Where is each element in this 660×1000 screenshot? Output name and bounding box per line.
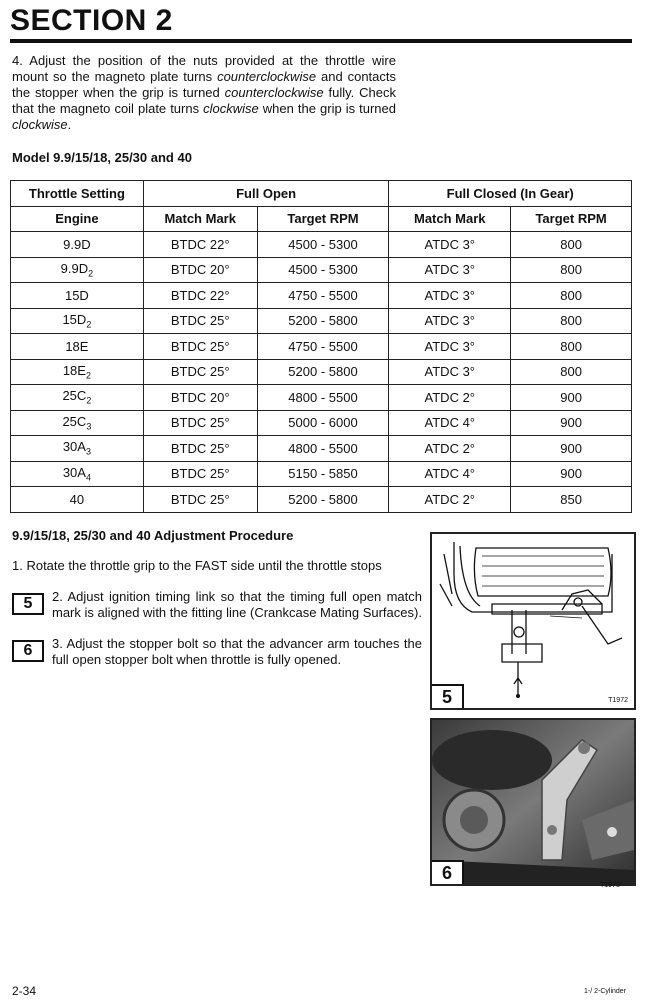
- intro-emphasis: clockwise: [12, 117, 68, 132]
- cell-open-target-rpm: 4750 - 5500: [257, 334, 389, 360]
- cell-closed-target-rpm: 900: [511, 461, 632, 487]
- cell-closed-target-rpm: 900: [511, 436, 632, 462]
- cell-open-match-mark: BTDC 20°: [143, 385, 257, 411]
- intro-text: and contacts the stopper when the grip is turned: [12, 69, 396, 100]
- cell-closed-match-mark: ATDC 3°: [389, 359, 511, 385]
- step-1-text: 1. Rotate the throttle grip to the FAST side until the throttle stops: [12, 558, 382, 573]
- cell-open-target-rpm: 5200 - 5800: [257, 359, 389, 385]
- table-row: [11, 283, 632, 309]
- table-row: [11, 334, 632, 360]
- procedure-heading: 9.9/15/18, 25/30 and 40 Adjustment Procedure: [12, 528, 294, 543]
- intro-text: 4. Adjust the position of the nuts provided at the throttle wire mount so the magneto plate turns: [12, 53, 396, 84]
- cell-open-target-rpm: 4800 - 5500: [257, 436, 389, 462]
- section-title: SECTION 2: [10, 4, 173, 37]
- cell-open-target-rpm: 4500 - 5300: [257, 257, 389, 283]
- cell-closed-match-mark: ATDC 2°: [389, 436, 511, 462]
- header-closed-match-mark: Match Mark: [389, 206, 511, 232]
- cell-open-match-mark: BTDC 25°: [143, 359, 257, 385]
- cell-closed-target-rpm: 800: [511, 308, 632, 334]
- header-full-closed: Full Closed (In Gear): [389, 181, 632, 207]
- header-throttle-setting: Throttle Setting: [11, 181, 144, 207]
- header-closed-target-rpm: Target RPM: [511, 206, 632, 232]
- step-3-text: 3. Adjust the stopper bolt so that the advancer arm touches the full open stopper bolt when throttle is fully opened.: [52, 636, 422, 667]
- figure-5-drawing: [432, 534, 634, 708]
- figure-6: [430, 718, 636, 886]
- table-row: [11, 436, 632, 462]
- header-open-target-rpm: Target RPM: [257, 206, 389, 232]
- cell-closed-target-rpm: 800: [511, 359, 632, 385]
- table-row: [11, 308, 632, 334]
- header-full-open: Full Open: [143, 181, 389, 207]
- cell-closed-match-mark: ATDC 3°: [389, 257, 511, 283]
- page-number: 2-34: [12, 984, 37, 998]
- intro-paragraph: [12, 53, 396, 133]
- step-2-figure-ref: 5: [12, 593, 44, 615]
- cell-open-match-mark: BTDC 25°: [143, 308, 257, 334]
- cell-closed-match-mark: ATDC 4°: [389, 461, 511, 487]
- intro-text: when the grip is turned: [258, 101, 396, 116]
- table-row: [11, 487, 632, 513]
- cell-open-match-mark: BTDC 25°: [143, 334, 257, 360]
- footer-label: 1-/ 2-Cylinder: [584, 988, 627, 995]
- table-row: [11, 232, 632, 258]
- cell-open-target-rpm: 5200 - 5800: [257, 308, 389, 334]
- cell-closed-match-mark: ATDC 2°: [389, 385, 511, 411]
- cell-open-match-mark: BTDC 20°: [143, 257, 257, 283]
- cell-closed-match-mark: ATDC 4°: [389, 410, 511, 436]
- cell-open-target-rpm: 4800 - 5500: [257, 385, 389, 411]
- table-group-header-row: [11, 181, 632, 207]
- cell-closed-target-rpm: 900: [511, 385, 632, 411]
- cell-closed-match-mark: ATDC 2°: [389, 487, 511, 513]
- spec-table: [10, 180, 632, 513]
- cell-open-match-mark: BTDC 25°: [143, 410, 257, 436]
- figure-5-code: T1972: [608, 697, 628, 704]
- cell-engine: 15D: [11, 283, 144, 309]
- figure-5-number: 5: [432, 684, 464, 708]
- section-rule: [10, 39, 632, 43]
- cell-open-target-rpm: 5000 - 6000: [257, 410, 389, 436]
- figure-6-code: T1973: [600, 882, 620, 889]
- cell-closed-match-mark: ATDC 3°: [389, 232, 511, 258]
- cell-closed-match-mark: ATDC 3°: [389, 334, 511, 360]
- cell-open-target-rpm: 5200 - 5800: [257, 487, 389, 513]
- cell-closed-match-mark: ATDC 3°: [389, 308, 511, 334]
- cell-closed-target-rpm: 900: [511, 410, 632, 436]
- cell-engine: $9.9D_2$: [11, 257, 144, 283]
- cell-open-match-mark: BTDC 25°: [143, 461, 257, 487]
- cell-open-match-mark: BTDC 25°: [143, 487, 257, 513]
- intro-text: .: [67, 117, 72, 132]
- table-row: [11, 410, 632, 436]
- cell-engine: $30A_3$: [11, 436, 144, 462]
- cell-open-target-rpm: 4750 - 5500: [257, 283, 389, 309]
- step-2-text: 2. Adjust ignition timing link so that the timing full open match mark is aligned with the fitting line (Crankcase Mating Surfaces).: [52, 589, 422, 620]
- cell-open-target-rpm: 4500 - 5300: [257, 232, 389, 258]
- table-row: [11, 359, 632, 385]
- table-column-header-row: [11, 206, 632, 232]
- table-row: [11, 385, 632, 411]
- table-row: [11, 461, 632, 487]
- table-row: [11, 257, 632, 283]
- header-engine: Engine: [11, 206, 144, 232]
- cell-engine: $30A_4$: [11, 461, 144, 487]
- cell-closed-target-rpm: 800: [511, 283, 632, 309]
- cell-closed-match-mark: ATDC 3°: [389, 283, 511, 309]
- figure-5: [430, 532, 636, 710]
- cell-engine: $25C_2$: [11, 385, 144, 411]
- cell-open-match-mark: BTDC 25°: [143, 436, 257, 462]
- cell-open-match-mark: BTDC 22°: [143, 232, 257, 258]
- cell-closed-target-rpm: 850: [511, 487, 632, 513]
- cell-engine: 18E: [11, 334, 144, 360]
- intro-emphasis: counterclockwise: [217, 69, 317, 84]
- cell-engine: $15D_2$: [11, 308, 144, 334]
- intro-text: fully. Check that the magneto coil plate turns: [12, 85, 397, 116]
- cell-engine: $25C_3$: [11, 410, 144, 436]
- cell-engine: 40: [11, 487, 144, 513]
- cell-engine: $18E_2$: [11, 359, 144, 385]
- cell-closed-target-rpm: 800: [511, 257, 632, 283]
- cell-engine: 9.9D: [11, 232, 144, 258]
- cell-closed-target-rpm: 800: [511, 334, 632, 360]
- header-open-match-mark: Match Mark: [143, 206, 257, 232]
- intro-emphasis: counterclockwise: [224, 85, 324, 100]
- model-heading: Model 9.9/15/18, 25/30 and 40: [12, 150, 192, 165]
- cell-open-match-mark: BTDC 22°: [143, 283, 257, 309]
- cell-open-target-rpm: 5150 - 5850: [257, 461, 389, 487]
- step-3-figure-ref: 6: [12, 640, 44, 662]
- figure-6-number: 6: [432, 860, 464, 884]
- cell-closed-target-rpm: 800: [511, 232, 632, 258]
- intro-emphasis: clockwise: [203, 101, 259, 116]
